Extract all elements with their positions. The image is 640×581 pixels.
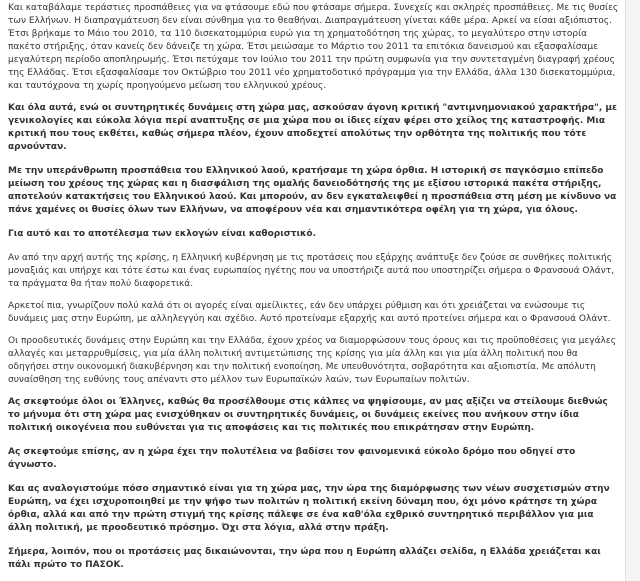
paragraph-10: Και ας αναλογιστούμε πόσο σημαντικό είναι για τη χώρα μας, την ώρα της διαμόρφωσης των νέων συσχετισμών στην Ευρώπη, να έχει ισχυροποιηθεί με την ψήφο των πολιτών η πολιτική εκείνη δύναμη που, όχι μόνο κράτησε τη χώρα όρθια, αλλά και από την πρώτη στιγμή της κρίσης πάλεψε σε ένα καθ'όλα εχθρικό συντηρητικό περιβάλλον για μια άλλη πολιτική, με προοδευτικό πρόσημο. Όχι στα λόγια, αλλά στην πράξη.: [8, 484, 610, 533]
paragraph-1: Και καταβάλαμε τεράστιες προσπάθειες για να φτάσουμε εδώ που φτάσαμε σήμερα. Συνεχείς και σκληρές προσπάθειες. Με τις θυσίες των Ελλήνων. Η διαπραγμάτευση δεν είναι σύνθημα για το θεαθήναι. Διαπραγμάτευση γίνεται κάθε μέρα. Αρκεί να είσαι αξιόπιστος. Έτσι βρήκαμε το Μάιο του 2010, τα 110 δισεκατομμύρια ευρώ για τη χρηματοδότηση της χώρας, το μεγαλύτερο στην ιστορία πακέτο στήριξης, όταν κανείς δεν δάνειζε τη χώρα. Έτσι μειώσαμε το Μάρτιο του 2011 τα επιτόκια δανεισμού και εξασφαλίσαμε μεγαλύτερη περίοδο αποπληρωμής. Έτσι πετύχαμε τον Ιούλιο του 2011 την πρώτη συμφωνία για την συντεταγμένη διαγραφή χρέους της Ελλάδας. Έτσι εξασφαλίσαμε τον Οκτώβριο του 2011 νέο χρηματοδοτικό πρόγραμμα για την Ελλάδα, άλλα 130 δισεκατομμύρια, και ταυτόχρονα τη χωρίς προηγούμενο μείωση του ελληνικού χρέους.: [8, 3, 619, 91]
paragraph-5: Αν από την αρχή αυτής της κρίσης, η Ελληνική κυβέρνηση με τις προτάσεις που εξάρχης ανάπτυξε δεν ζούσε σε συνθήκες πολιτικής μοναξιάς και υπήρχε και τότε έστω και ένας ευρωπαίος ηγέτης που να υποστήριζε αυτά που υποστηρίζει σήμερα ο Φρανσουά Ολάντ, τα πράγματα θα ήταν πολύ διαφορετικά.: [8, 253, 615, 289]
paragraph-6: Αρκετοί πια, γνωρίζουν πολύ καλά ότι οι αγορές είναι αμείλικτες, εάν δεν υπάρχει ρύθμιση και ότι χρειάζεται να ενώσουμε τις δυνάμεις μας στην Ευρώπη, με αλληλεγγύη και σχέδιο. Αυτό προτείναμε εξαρχής και αυτό προτείνει σήμερα και ο Φρανσουά Ολάντ.: [8, 301, 611, 324]
paragraph-11: Σήμερα, λοιπόν, που οι προτάσεις μας δικαιώνονται, την ώρα που η Ευρώπη αλλάζει σελίδα, η Ελλάδα χρειάζεται και πάλι πρώτο το ΠΑΣΟΚ.: [8, 547, 601, 570]
paragraph-3: Με την υπεράνθρωπη προσπάθεια του Ελληνικού λαού, κρατήσαμε τη χώρα όρθια. Η ιστορική σε παγκόσμιο επίπεδο μείωση του χρέους της χώρας και η διασφάλιση της ομαλής δανειοδότησής της με εξίσου ιστορικά πακέτα στήριξης, αποτελούν κατακτήσεις του Ελληνικού λαού. Και μπορούν, αν δεν εγκαταλειφθεί η προσπάθεια στη μέση με κίνδυνο να πάνε χαμένες οι θυσίες όλων των Ελλήνων, να αποφέρουν νέα και σημαντικότερα οφέλη για τη χώρα, για όλους.: [8, 166, 617, 215]
page-edge-strip: [625, 0, 640, 581]
paragraph-9: Ας σκεφτούμε επίσης, αν η χώρα έχει την πολυτέλεια να βαδίσει τον φαινομενικά εύκολο δρόμο που οδηγεί στο άγνωστο.: [8, 447, 576, 470]
paragraph-4: Για αυτό και το αποτέλεσμα των εκλογών είναι καθοριστικό.: [8, 229, 316, 239]
paragraph-8: Ας σκεφτούμε όλοι οι Έλληνες, καθώς θα προσέλθουμε στις κάλπες να ψηφίσουμε, αν μας αξίζει να στείλουμε διεθνώς το μήνυμα ότι στη χώρα μας ενισχύθηκαν οι συντηρητικές δυνάμεις, οι δυνάμεις εκείνες που ανήκουν στην ίδια πολιτική οικογένεια που ευθύνεται για τις αποφάσεις και τις πολιτικές που επικράτησαν στην Ευρώπη.: [8, 397, 608, 433]
paragraph-2: Και όλα αυτά, ενώ οι συντηρητικές δυνάμεις στη χώρα μας, ασκούσαν άγονη κριτική "αντιμνημονιακού χαρακτήρα", με γενικολογίες και εύκολα λόγια περί αναπτυξης σε μια χώρα που οι ίδιες είχαν φέρει στο χείλος της καταστροφής. Μια κριτική που τους εκθέτει, καθώς σήμερα πλέον, έχουν αποδεχτεί απολύτως την ορθότητα της πολιτικής που τότε αρνούνταν.: [8, 103, 618, 152]
paragraph-7: Οι προοδευτικές δυνάμεις στην Ευρώπη και την Ελλάδα, έχουν χρέος να διαμορφώσουν τους όρους και τις προϋποθέσεις για μεγάλες αλλαγές και μεταρρυθμίσεις, για μία άλλη πολιτική αντιμετώπισης της κρίσης για μία άλλη και για μία άλλη πολιτική που θα οδηγήσει στην οικονομική διακυβέρνηση και την πολιτική ενοποίηση. Με υπευθυνότητα, σοβαρότητα και αξιοπιστία. Με απόλυτη συναίσθηση της ευθύνης τους απέναντι στο μέλλον των Ευρωπαϊκών λαών, των Ευρωπαίων πολιτών.: [8, 336, 616, 385]
